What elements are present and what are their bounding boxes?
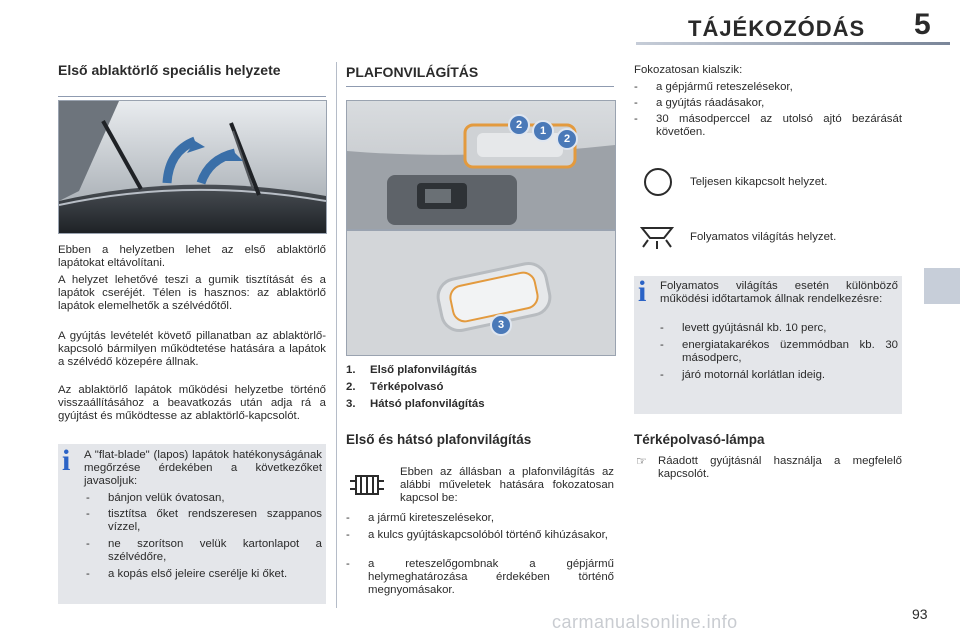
- wiper-heading-rule: [58, 96, 326, 97]
- callout-2-right: 2: [556, 128, 578, 150]
- permanent-position-label: Folyamatos világítás helyzet.: [690, 231, 837, 243]
- map-light-heading: Térképolvasó-lámpa: [634, 432, 765, 447]
- ceiling-light-heading: PLAFONVILÁGÍTÁS: [346, 64, 479, 80]
- wiper-paragraph-4: Az ablaktörlő lapátok működési helyzetbe történő visszaállításához a beavatkozás után adja rá a gyújtást és működtesse az ablaktörlő-kapcsolót.: [58, 384, 326, 422]
- wiper-paragraph-1: Ebben a helyzetben lehet az első ablaktörlő lapátokat eltávolítani.: [58, 244, 326, 269]
- chapter-title: TÁJÉKOZÓDÁS: [688, 16, 866, 41]
- info-icon: i: [638, 275, 647, 308]
- door-position-text: Ebben az állásban a plafonvilágítás az alábbi műveletek hatására fokozatosan kapcsol be:: [400, 466, 614, 504]
- chapter-side-tab: [924, 268, 960, 304]
- duration-info-intro: Folyamatos világítás esetén különböző működési időtartamok állnak rendelkezésre:: [660, 280, 898, 305]
- callout-2-left: 2: [508, 114, 530, 136]
- wiper-info-intro: A "flat-blade" (lapos) lapátok hatékonyságának megőrzése érdekében a következőket javasoljuk:: [84, 449, 322, 487]
- wiper-paragraph-2: A helyzet lehetővé teszi a gumik tisztítását és a lapátok cseréjét. Télen is hasznos: az ablaktörlő lapátok elemelhetők a szélvédőtől.: [58, 274, 326, 312]
- numbered-item: 1. Első plafonvilágítás: [346, 364, 477, 376]
- switch-off-intro: Fokozatosan kialszik:: [634, 64, 743, 76]
- watermark: carmanualsonline.info: [552, 612, 738, 632]
- callout-3: 3: [490, 314, 512, 336]
- off-position-icon: [644, 168, 672, 196]
- front-light-photo: [346, 100, 616, 230]
- pointing-hand-icon: ☞: [636, 454, 647, 468]
- numbered-item: 2. Térképolvasó: [346, 381, 444, 393]
- front-rear-light-heading: Első és hátsó plafonvilágítás: [346, 432, 532, 447]
- numbered-list: [346, 362, 606, 413]
- page-number: 93: [912, 606, 928, 622]
- info-icon: i: [62, 444, 71, 477]
- callout-1: 1: [532, 120, 554, 142]
- column-separator: [336, 62, 337, 608]
- header-rule: [636, 42, 950, 45]
- chapter-number: 5: [914, 8, 931, 41]
- map-light-text: Ráadott gyújtásnál használja a megfelelő kapcsolót.: [658, 455, 902, 480]
- wiper-paragraph-3: A gyújtás levételét követő pillanatban az ablaktörlő-kapcsoló bármilyen működtetése hatására a lapátok a szélvédő közepére állnak.: [58, 330, 326, 368]
- rear-light-photo: [346, 230, 616, 356]
- numbered-item: 3. Hátsó plafonvilágítás: [346, 398, 485, 410]
- door-light-icon: [348, 468, 386, 502]
- ceiling-light-heading-rule: [346, 86, 614, 87]
- off-position-label: Teljesen kikapcsolt helyzet.: [690, 176, 828, 188]
- wiper-photo: [58, 100, 327, 234]
- wiper-heading: Első ablaktörlő speciális helyzete: [58, 62, 281, 78]
- permanent-light-icon: [638, 222, 676, 252]
